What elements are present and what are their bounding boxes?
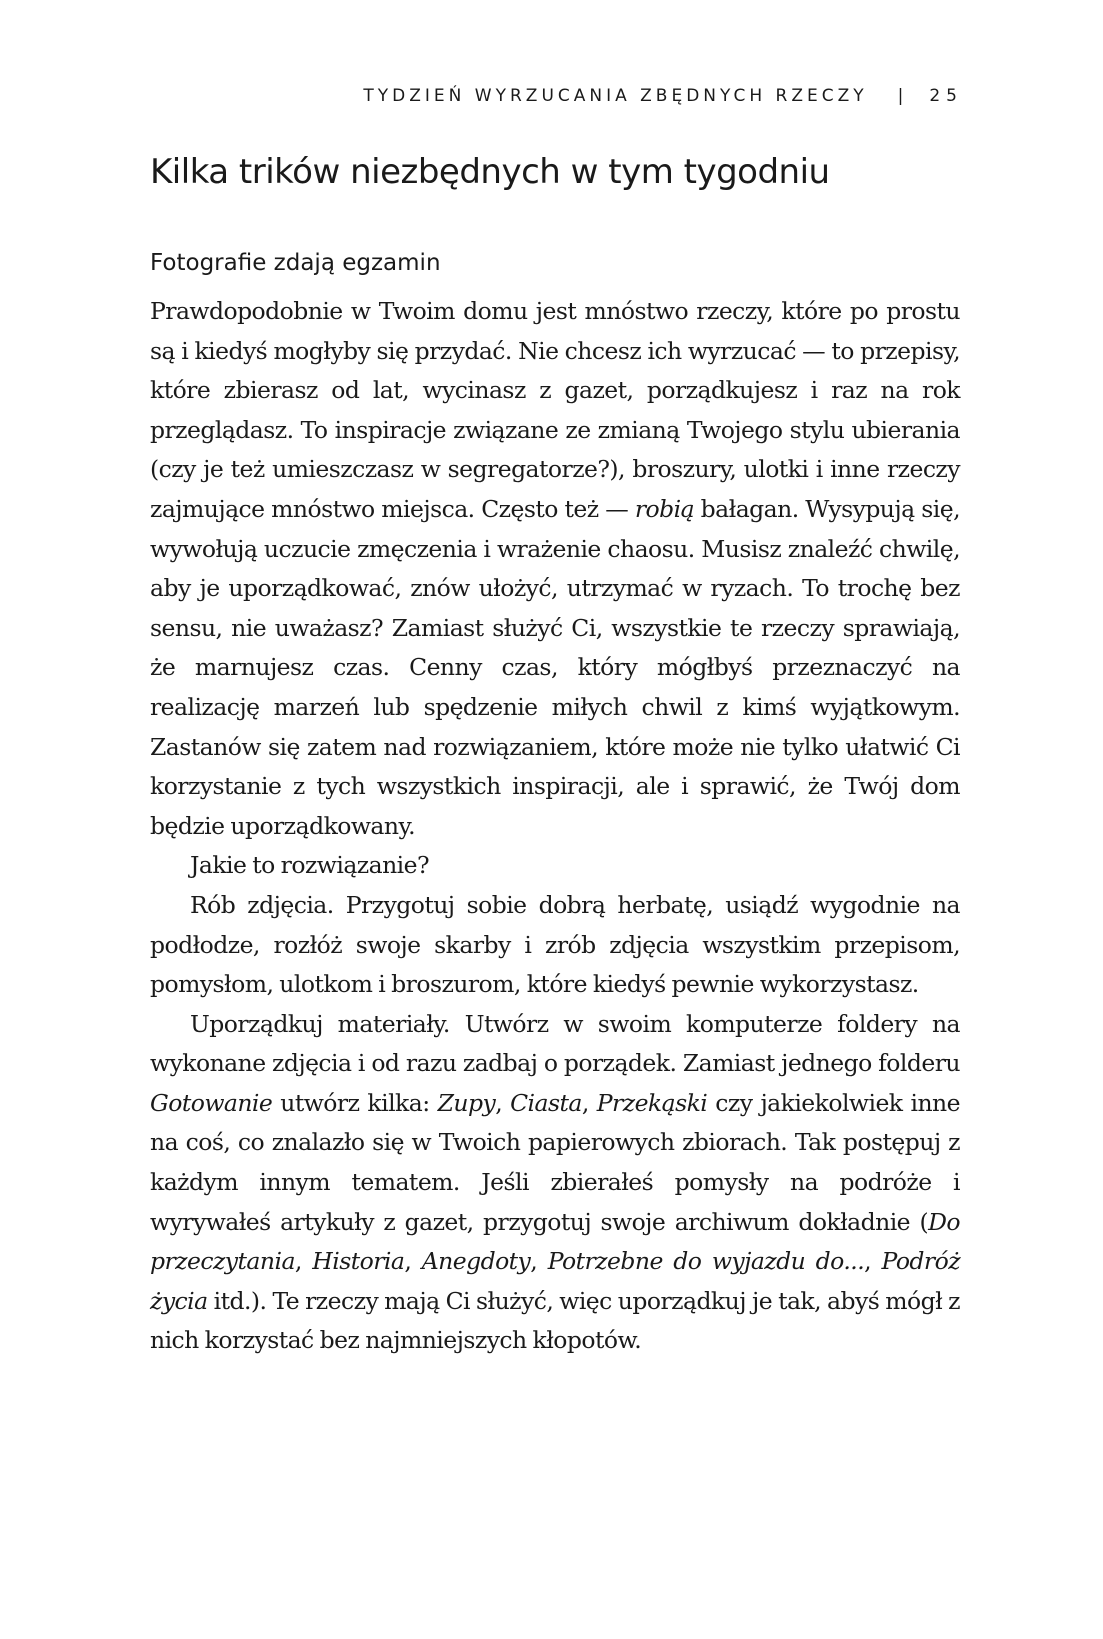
section-heading: Fotografie zdają egzamin	[150, 250, 441, 276]
running-header	[150, 86, 963, 106]
paragraph-4-text: itd.). Te rzeczy mają Ci służyć, więc uporządkuj je tak, abyś mógł z nich korzystać bez najmniejszych kłopotów.	[150, 1286, 960, 1355]
paragraph-4-text: utwórz kilka:	[272, 1088, 438, 1117]
folder-name-przekaski: Przekąski	[596, 1088, 708, 1117]
folder-name-anegdoty: Anegdoty	[421, 1247, 531, 1276]
page-number: 25	[929, 86, 963, 106]
folder-name-zupy: Zupy	[437, 1088, 496, 1117]
paragraph-1	[150, 292, 960, 846]
paragraph-1-text-a: Prawdopodobnie w Twoim domu jest mnóstwo rzeczy, które po prostu są i kiedyś mogłyby się przydać. Nie chcesz ich wyrzucać — to przepisy, które zbierasz od lat, wycinasz z gazet, porządkujesz i raz na rok przeglądasz. To inspiracje związane ze zmianą Twojego stylu ubierania (czy je też umieszczasz w segregatorze?), broszury, ulotki i inne rzeczy zajmujące mnóstwo miejsca. Często też —	[150, 297, 960, 523]
paragraph-4-text: ,	[294, 1247, 313, 1276]
paragraph-1-emphasis: robią	[634, 494, 695, 523]
paragraph-4-text: ,	[495, 1088, 511, 1117]
paragraph-4-text: ,	[864, 1247, 882, 1276]
paragraph-4-text: ,	[404, 1247, 422, 1276]
paragraph-4-text: ,	[581, 1088, 597, 1117]
paragraph-4-text: ,	[530, 1247, 548, 1276]
body-text	[150, 292, 960, 1361]
paragraph-2: Jakie to rozwiązanie?	[190, 851, 430, 880]
folder-name-podroz-zycia: Podróż życia	[150, 1247, 961, 1315]
folder-name-potrzebne-do-wyjazdu: Potrzebne do wyjazdu do...	[547, 1247, 865, 1276]
running-title: TYDZIEŃ WYRZUCANIA ZBĘDNYCH RZECZY	[363, 86, 868, 106]
paragraph-1-text-b: bałagan. Wysypują się, wywołują uczucie zmęczenia i wrażenie chaosu. Musisz znaleźć chwilę, aby je uporządkować, znów ułożyć, utrzymać w ryzach. To trochę bez sensu, nie uważasz? Zamiast służyć Ci, wszystkie te rzeczy sprawiają, że marnujesz czas. Cenny czas, który mógłbyś przeznaczyć na realizację marzeń lub spędzenie miłych chwil z kimś wyjątkowym. Zastanów się zatem nad rozwiązaniem, które może nie tylko ułatwić Ci korzystanie z tych wszystkich inspiracji, ale i sprawić, że Twój dom będzie uporządkowany.	[150, 494, 960, 840]
folder-name-ciasta: Ciasta	[510, 1088, 582, 1117]
folder-name-do-przeczytania: Do przeczytania	[150, 1207, 960, 1276]
paragraph-4	[150, 1005, 960, 1361]
paragraph-3: Rób zdjęcia. Przygotuj sobie dobrą herbatę, usiądź wygodnie na podłodze, rozłóż swoje skarby i zrób zdjęcia wszystkim przepisom, pomysłom, ulotkom i broszurom, które kiedyś pewnie wykorzystasz.	[150, 890, 960, 999]
folder-name-gotowanie: Gotowanie	[150, 1088, 273, 1117]
paragraph-4-text: Uporządkuj materiały. Utwórz w swoim komputerze foldery na wykonane zdjęcia i od razu zadbaj o porządek. Zamiast jednego folderu	[150, 1009, 960, 1078]
folder-name-historia: Historia	[312, 1247, 405, 1276]
header-separator: |	[897, 86, 904, 106]
chapter-heading: Kilka trików niezbędnych w tym tygodniu	[150, 152, 830, 192]
paragraph-4-text: czy jakiekolwiek inne na coś, co znalazło się w Twoich papierowych zbiorach. Tak postępuj z każdym innym tematem. Jeśli zbierałeś pomysły na podróże i wyrywałeś artykuły z gazet, przygotuj swoje archiwum dokładnie (	[150, 1088, 960, 1236]
